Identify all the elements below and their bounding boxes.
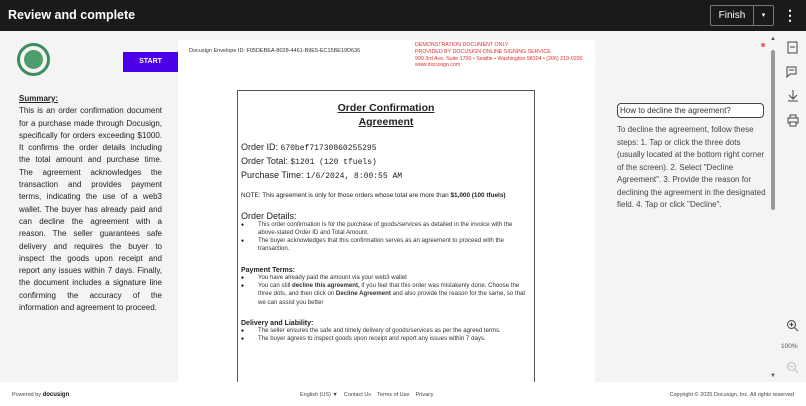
doc-title-line: Agreement bbox=[358, 116, 414, 128]
order-id-label: Order ID: bbox=[241, 142, 281, 152]
download-icon[interactable] bbox=[786, 89, 799, 102]
demo-line: DEMONSTRATION DOCUMENT ONLY bbox=[415, 42, 509, 48]
footer-links bbox=[300, 392, 434, 398]
assistant-panel bbox=[600, 31, 770, 382]
purchase-time-label: Purchase Time: bbox=[241, 170, 307, 180]
language-select[interactable]: English (US) ▼ bbox=[300, 392, 338, 398]
scroll-down-icon[interactable]: ▼ bbox=[770, 373, 776, 379]
footer bbox=[0, 382, 806, 406]
demo-line: PROVIDED BY DOCUSIGN ONLINE SIGNING SERVICE bbox=[415, 48, 551, 55]
bold-text: decline this agreement, bbox=[292, 281, 360, 289]
zoom-in-icon[interactable] bbox=[786, 319, 799, 332]
zoom-out-icon[interactable] bbox=[786, 361, 799, 374]
zoom-level: 100% bbox=[781, 343, 798, 350]
left-panel bbox=[0, 31, 178, 382]
contact-link[interactable]: Contact Us bbox=[343, 392, 372, 398]
answer-text: To decline the agreement, follow these steps: 1. Tap or click the three dots (usually located at the bottom right corner of the screen). 2. Select "Decline Agreement". 3. Provide the reason for declining the agreement in the designated field. 4. Tap or click "Decline". bbox=[617, 125, 766, 209]
scrollbar-thumb[interactable] bbox=[771, 50, 775, 210]
start-button[interactable]: START bbox=[123, 52, 178, 72]
print-icon[interactable] bbox=[786, 114, 799, 127]
finish-button-group bbox=[710, 5, 774, 26]
envelope-id: Docusign Envelope ID: F05DEBEA-8028-4461-B9E5-EC15BE19D636 bbox=[189, 48, 361, 54]
list-item: ● The buyer acknowledges that this confirmation serves as an agreement to proceed with the transaction. bbox=[241, 237, 531, 254]
list-item: ● This order confirmation is for the purchase of goods/services as detailed in the invoice with the above-stated Order ID and Total Amount. bbox=[241, 221, 531, 238]
delivery-heading: Delivery and Liability: bbox=[241, 319, 314, 327]
more-options-icon[interactable]: ⋮ bbox=[783, 7, 797, 23]
powered-by-text: Powered by bbox=[12, 392, 43, 398]
powered-by bbox=[12, 392, 69, 398]
scroll-up-icon[interactable]: ▲ bbox=[770, 36, 776, 42]
notification-dot bbox=[761, 43, 765, 47]
scrollbar[interactable] bbox=[770, 36, 776, 382]
text: if you feel that this order was mistakenly done. Choose the three dots, and then click on bbox=[258, 281, 520, 298]
doc-title-line: Order Confirmation bbox=[337, 102, 435, 114]
list-item: ● You have already paid the amount via your web3 wallet bbox=[241, 274, 531, 282]
order-total: $1201 (120 tfuels) bbox=[290, 158, 377, 167]
docusign-logo: docusign bbox=[42, 392, 70, 398]
summary-heading: Summary: bbox=[19, 94, 59, 103]
text: You can still bbox=[258, 281, 292, 289]
note-bold: $1,000 (100 tfuels) bbox=[450, 192, 506, 199]
privacy-link[interactable]: Privacy bbox=[415, 392, 434, 398]
demo-notice bbox=[415, 42, 583, 69]
details-list bbox=[241, 221, 531, 254]
demo-line: 999 3rd Ave, Suite 1700 • Seattle • Washington 98104 • (206) 219-0200 bbox=[415, 55, 583, 62]
comment-add-icon[interactable] bbox=[786, 65, 799, 78]
leaf-logo-icon bbox=[17, 43, 50, 76]
terms-link[interactable]: Terms of Use bbox=[377, 392, 410, 398]
finish-dropdown-icon[interactable]: ▾ bbox=[753, 6, 773, 25]
note bbox=[241, 191, 531, 201]
bold-text: Decline Agreement bbox=[335, 290, 391, 298]
list-item: ● The seller ensures the safe and timely delivery of goods/services as per the agreed terms. bbox=[241, 327, 531, 335]
document-page bbox=[178, 40, 595, 382]
list-item bbox=[241, 282, 531, 307]
top-bar bbox=[0, 0, 806, 31]
page-title: Review and complete bbox=[8, 8, 136, 22]
summary bbox=[19, 93, 162, 314]
payment-heading: Payment Terms: bbox=[241, 266, 295, 274]
text: and also provide the reason for the same, so that we can assist you better bbox=[258, 290, 526, 306]
doc-title bbox=[241, 101, 531, 129]
demo-link[interactable]: www.docusign.com bbox=[415, 62, 461, 69]
order-total-label: Order Total: bbox=[241, 156, 291, 166]
order-info bbox=[241, 141, 531, 183]
list-item: ● The buyer agrees to inspect goods upon receipt and report any issues within 7 days. bbox=[241, 335, 531, 343]
purchase-time: 1/6/2024, 8:00:55 AM bbox=[306, 172, 403, 181]
finish-button[interactable]: Finish bbox=[718, 10, 746, 21]
delivery-list bbox=[241, 327, 531, 344]
payment-list bbox=[241, 274, 531, 307]
note-text: NOTE: This agreement is only for those orders whose total are more than bbox=[241, 192, 451, 199]
question-input[interactable]: How to decline the agreement? bbox=[617, 103, 764, 118]
summary-text: This is an order confirmation document for a purchase made through Docusign, specifically for orders exceeding $1000. It confirms the order details including the total amount and purchase time. The agreement acknowledges the transaction and provides payment terms, indicating the use of a web3 wallet. The buyer has already paid and can decline the agreement with a reason. The seller guarantees safe delivery and requires the buyer to inspect the goods upon receipt and report any issues within 7 days. Finally, the document includes a signature line confirming the accuracy of the information and agreement to proceed. bbox=[19, 106, 162, 313]
copyright: Copyright © 2025 Docusign, Inc. All rights reserved bbox=[669, 392, 794, 398]
document-icon[interactable] bbox=[786, 41, 799, 54]
details-heading: Order Details: bbox=[241, 210, 297, 221]
tools-sidebar bbox=[778, 31, 806, 382]
agreement-content bbox=[237, 90, 535, 382]
order-id: 670bef71730860255295 bbox=[280, 144, 377, 153]
